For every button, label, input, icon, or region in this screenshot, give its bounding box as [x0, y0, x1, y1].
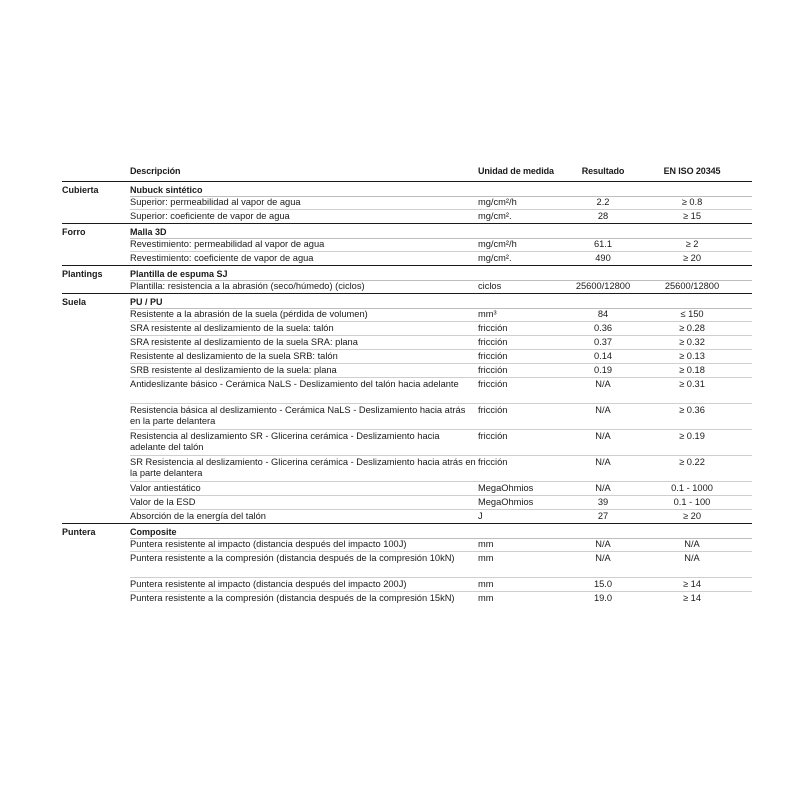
- row-result: 0.19: [593, 365, 613, 375]
- row-result: 19.0: [593, 593, 613, 603]
- row-unit: mm³: [478, 309, 497, 319]
- row-standard: ≥ 20: [682, 253, 702, 263]
- section-material: Plantilla de espuma SJ: [130, 269, 228, 279]
- row-unit: fricción: [478, 379, 508, 389]
- row-unit: mm: [478, 579, 494, 589]
- row-unit: fricción: [478, 431, 508, 441]
- row-standard: ≥ 0.36: [679, 405, 705, 415]
- section-category: Cubierta: [62, 185, 99, 195]
- row-result: 0.14: [593, 351, 613, 361]
- row-standard: ≤ 150: [680, 309, 704, 319]
- row-standard: ≥ 2: [685, 239, 699, 249]
- table-row: [130, 378, 752, 404]
- row-description: SRA resistente al deslizamiento de la suela: talón: [130, 323, 334, 333]
- table-row: [130, 510, 752, 523]
- row-result: 84: [597, 309, 609, 319]
- row-unit: fricción: [478, 365, 508, 375]
- row-result: 490: [595, 253, 611, 263]
- row-result: N/A: [595, 539, 611, 549]
- section-material: PU / PU: [130, 297, 163, 307]
- row-standard: N/A: [684, 539, 700, 549]
- row-result: 39: [597, 497, 609, 507]
- row-standard: ≥ 0.18: [679, 365, 705, 375]
- table-row: [130, 336, 752, 350]
- row-unit: mg/cm²/h: [478, 197, 517, 207]
- row-unit: fricción: [478, 405, 508, 415]
- row-unit: mg/cm².: [478, 253, 512, 263]
- table-row: [130, 210, 752, 223]
- table-row: [130, 538, 752, 552]
- row-description: Revestimiento: coeficiente de vapor de agua: [130, 253, 314, 263]
- row-unit: mm: [478, 593, 494, 603]
- row-description: Superior: coeficiente de vapor de agua: [130, 211, 290, 221]
- table-row: [130, 280, 752, 293]
- section-material: Composite: [130, 527, 177, 537]
- header-result: Resultado: [581, 166, 625, 176]
- row-unit: mm: [478, 539, 494, 549]
- section-material: Malla 3D: [130, 227, 167, 237]
- row-standard: ≥ 0.19: [679, 431, 705, 441]
- section-material: Nubuck sintético: [130, 185, 203, 195]
- row-standard: ≥ 0.8: [681, 197, 703, 207]
- section-header: [62, 265, 752, 280]
- row-description: Puntera resistente al impacto (distancia después del impacto 200J): [130, 579, 407, 589]
- row-standard: ≥ 14: [682, 593, 702, 603]
- row-description: SRB resistente al deslizamiento de la suela: plana: [130, 365, 337, 375]
- row-standard: ≥ 14: [682, 579, 702, 589]
- row-description: Absorción de la energía del talón: [130, 511, 266, 521]
- table-row: [130, 308, 752, 322]
- row-standard: 25600/12800: [664, 281, 720, 291]
- header-unit: Unidad de medida: [478, 166, 554, 176]
- row-result: 27: [597, 511, 609, 521]
- table-row: [130, 578, 752, 592]
- row-description: Puntera resistente a la compresión (distancia después de la compresión 15kN): [130, 593, 455, 603]
- row-description: Valor antiestático: [130, 483, 201, 493]
- row-unit: fricción: [478, 337, 508, 347]
- table-row: [130, 196, 752, 210]
- table-row: [130, 404, 752, 430]
- table-row: [130, 496, 752, 510]
- section-category: Suela: [62, 297, 87, 307]
- row-standard: ≥ 0.31: [679, 379, 705, 389]
- row-result: N/A: [595, 405, 611, 415]
- row-standard: ≥ 0.22: [679, 457, 705, 467]
- row-description: SR Resistencia al deslizamiento - Glicerina cerámica - Deslizamiento hacia atrás en la parte delantera: [130, 457, 476, 478]
- row-result: N/A: [595, 457, 611, 467]
- row-description: Resistencia al deslizamiento SR - Glicerina cerámica - Deslizamiento hacia adelante del talón: [130, 431, 440, 452]
- row-standard: 0.1 - 100: [673, 497, 711, 507]
- row-description: Superior: permeabilidad al vapor de agua: [130, 197, 301, 207]
- row-result: 25600/12800: [575, 281, 631, 291]
- section-category: Plantings: [62, 269, 103, 279]
- row-result: N/A: [595, 379, 611, 389]
- row-description: Resistente al deslizamiento de la suela SRB: talón: [130, 351, 338, 361]
- row-unit: MegaOhmios: [478, 483, 534, 493]
- table-row: [130, 238, 752, 252]
- row-result: 61.1: [593, 239, 613, 249]
- section-header: [62, 223, 752, 238]
- section-header: [62, 523, 752, 538]
- row-result: 28: [597, 211, 609, 221]
- section-category: Puntera: [62, 527, 96, 537]
- header-description: Descripción: [130, 166, 181, 176]
- row-standard: N/A: [684, 553, 700, 563]
- section-header: [62, 181, 752, 196]
- table-row: [130, 252, 752, 265]
- row-unit: fricción: [478, 323, 508, 333]
- section-header: [62, 293, 752, 308]
- row-description: Antideslizante básico - Cerámica NaLS - Deslizamiento del talón hacia adelante: [130, 379, 459, 389]
- row-description: Puntera resistente a la compresión (distancia después de la compresión 10kN): [130, 553, 455, 563]
- row-standard: ≥ 20: [682, 511, 702, 521]
- row-result: 0.37: [593, 337, 613, 347]
- table-row: [130, 430, 752, 456]
- row-description: Revestimiento: permeabilidad al vapor de agua: [130, 239, 325, 249]
- table-row: [130, 350, 752, 364]
- section-category: Forro: [62, 227, 86, 237]
- row-description: Resistente a la abrasión de la suela (pérdida de volumen): [130, 309, 368, 319]
- table-row: [130, 592, 752, 605]
- spec-table: [62, 163, 752, 605]
- row-standard: ≥ 0.13: [679, 351, 705, 361]
- table-row: [130, 364, 752, 378]
- table-row: [130, 456, 752, 482]
- row-unit: mm: [478, 553, 494, 563]
- row-unit: ciclos: [478, 281, 502, 291]
- row-result: 15.0: [593, 579, 613, 589]
- row-description: SRA resistente al deslizamiento de la suela SRA: plana: [130, 337, 358, 347]
- row-description: Valor de la ESD: [130, 497, 196, 507]
- row-unit: mg/cm²/h: [478, 239, 517, 249]
- row-result: N/A: [595, 553, 611, 563]
- table-row: [130, 482, 752, 496]
- row-unit: fricción: [478, 457, 508, 467]
- table-row: [130, 552, 752, 578]
- row-result: N/A: [595, 483, 611, 493]
- row-unit: J: [478, 511, 483, 521]
- row-standard: ≥ 15: [682, 211, 702, 221]
- row-result: 2.2: [596, 197, 610, 207]
- row-description: Puntera resistente al impacto (distancia después del impacto 100J): [130, 539, 407, 549]
- row-unit: MegaOhmios: [478, 497, 534, 507]
- header-standard: EN ISO 20345: [663, 166, 721, 176]
- row-unit: mg/cm².: [478, 211, 512, 221]
- row-description: Plantilla: resistencia a la abrasión (seco/húmedo) (ciclos): [130, 281, 365, 291]
- table-header: [62, 163, 752, 181]
- row-result: 0.36: [593, 323, 613, 333]
- row-unit: fricción: [478, 351, 508, 361]
- row-standard: ≥ 0.32: [679, 337, 705, 347]
- table-row: [130, 322, 752, 336]
- row-description: Resistencia básica al deslizamiento - Cerámica NaLS - Deslizamiento hacia atrás en la parte delantera: [130, 405, 466, 426]
- table-body: [62, 181, 752, 605]
- row-standard: 0.1 - 1000: [671, 483, 713, 493]
- row-standard: ≥ 0.28: [679, 323, 705, 333]
- row-result: N/A: [595, 431, 611, 441]
